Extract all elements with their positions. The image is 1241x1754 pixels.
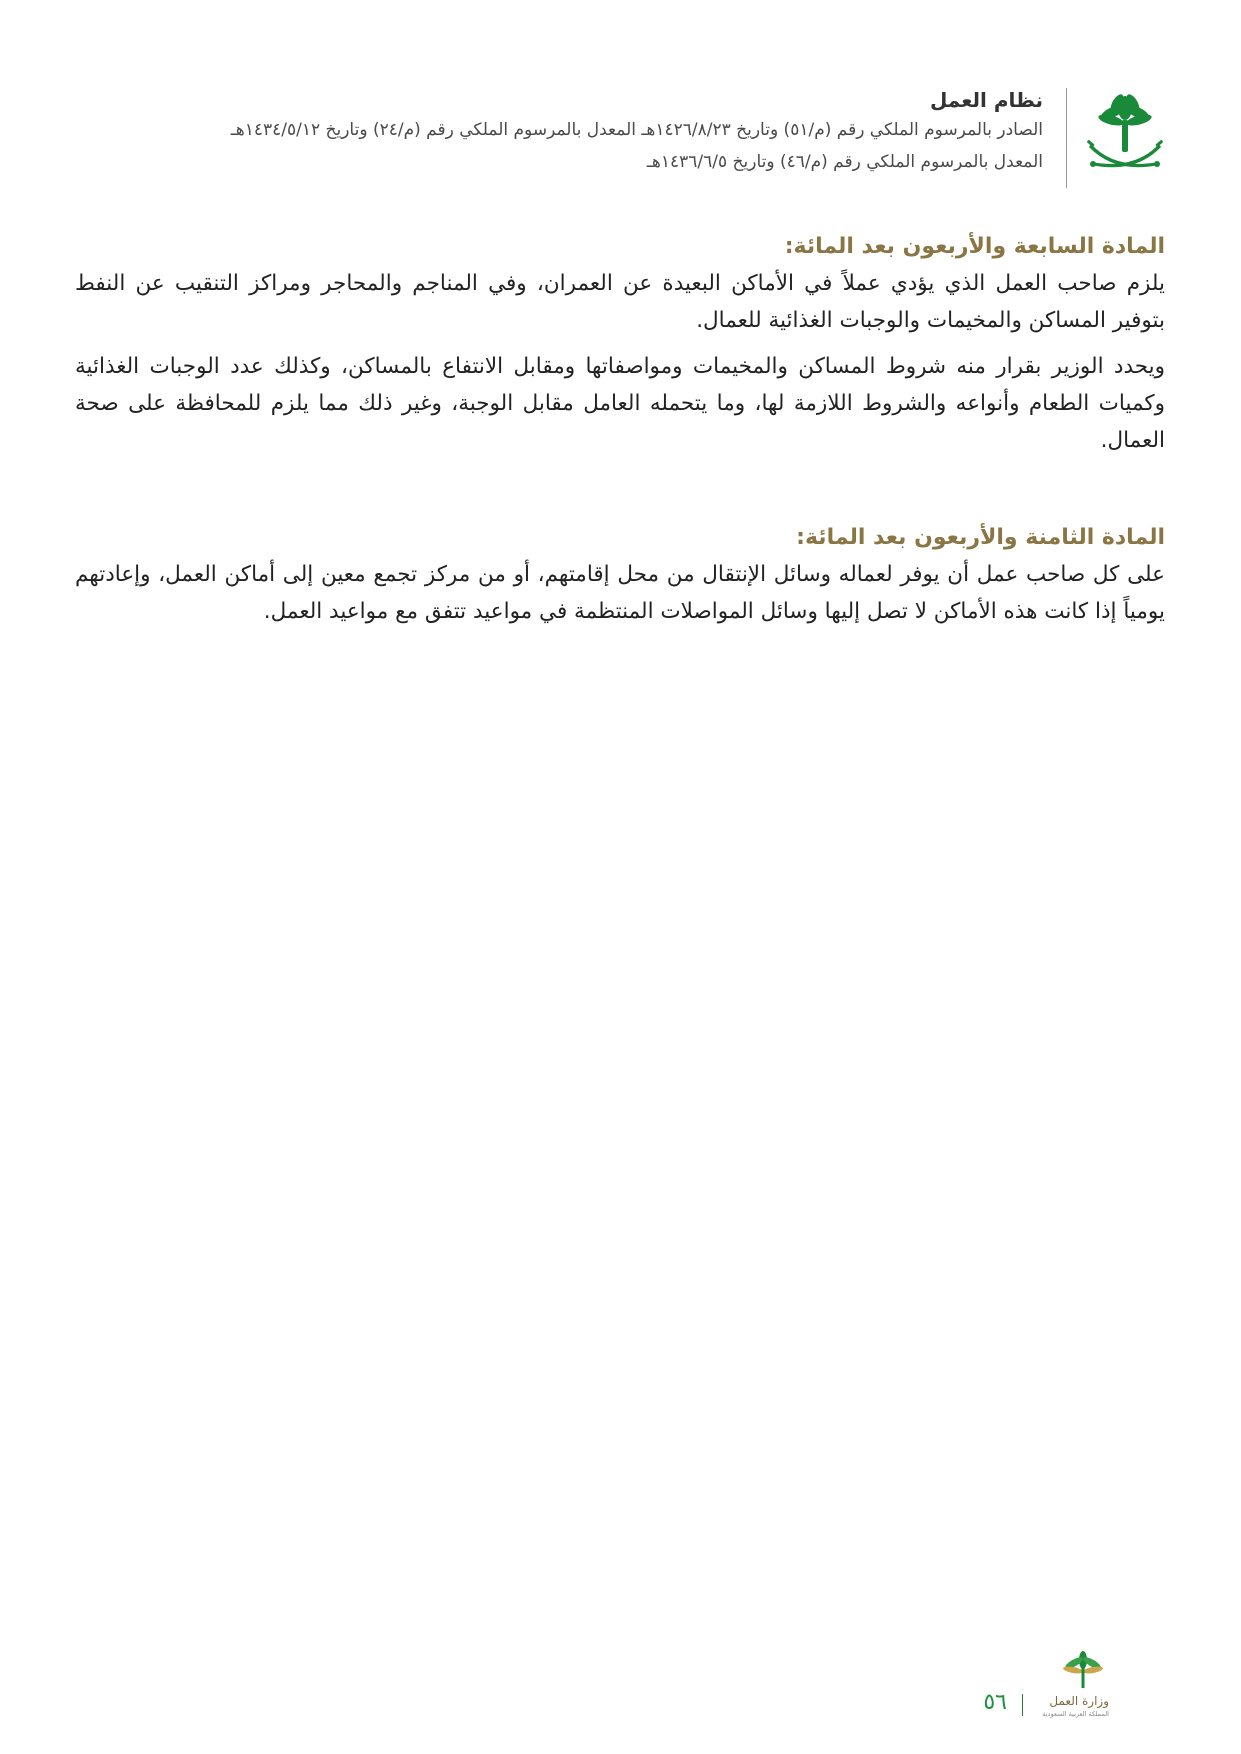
article-paragraph: ويحدد الوزير بقرار منه شروط المساكن والمخيمات ومواصفاتها ومقابل الانتفاع بالمساكن، وكذلك عدد الوجبات الغذائية وكميات الطعام وأنواعه والشروط اللازمة لها، وما يتحمله العامل مقابل الوجبة، وغير ذلك مما يلزم للمحافظة على صحة العمال. [75, 354, 1165, 453]
document-body [75, 229, 1165, 639]
article-paragraph: يلزم صاحب العمل الذي يؤدي عملاً في الأماكن البعيدة عن العمران، وفي المناجم والمحاجر ومراكز التنقيب عن النفط بتوفير المساكن والمخيمات والوجبات الغذائية للعمال. [75, 271, 1165, 333]
decree-line-1: الصادر بالمرسوم الملكي رقم (م/٥١) وتاريخ ١٤٢٦/٨/٢٣هـ المعدل بالمرسوم الملكي رقم (م/٢٤) وتاريخ ١٤٣٤/٥/١٢هـ [230, 120, 1043, 140]
article-148 [75, 520, 1165, 630]
decree-line-2: المعدل بالمرسوم الملكي رقم (م/٤٦) وتاريخ ١٤٣٦/٦/٥هـ [646, 152, 1043, 172]
ministry-palm-logo-icon [1057, 1650, 1109, 1690]
page-number: ٥٦ [983, 1690, 1007, 1715]
header-divider [1066, 88, 1067, 188]
page-footer [809, 1650, 1109, 1720]
article-paragraph: على كل صاحب عمل أن يوفر لعماله وسائل الإنتقال من محل إقامتهم، أو من مركز تجمع معين إلى أماكن العمل، وإعادتهم يومياً إذا كانت هذه الأماكن لا تصل إليها وسائل المواصلات المنتظمة في مواعيد تتفق مع مواعيد العمل. [75, 562, 1165, 624]
ministry-name: وزارة العمل [1049, 1694, 1109, 1708]
saudi-emblem-icon [1085, 92, 1165, 184]
document-header [65, 86, 1165, 190]
ministry-subtitle: المملكة العربية السعودية [1042, 1710, 1109, 1718]
article-title: المادة الثامنة والأربعون بعد المائة: [796, 525, 1165, 550]
section-spacer [75, 468, 1165, 520]
header-text [63, 86, 1043, 178]
article-147 [75, 229, 1165, 459]
document-title: نظام العمل [929, 88, 1043, 112]
article-title: المادة السابعة والأربعون بعد المائة: [784, 234, 1165, 259]
footer-divider [1022, 1694, 1023, 1716]
